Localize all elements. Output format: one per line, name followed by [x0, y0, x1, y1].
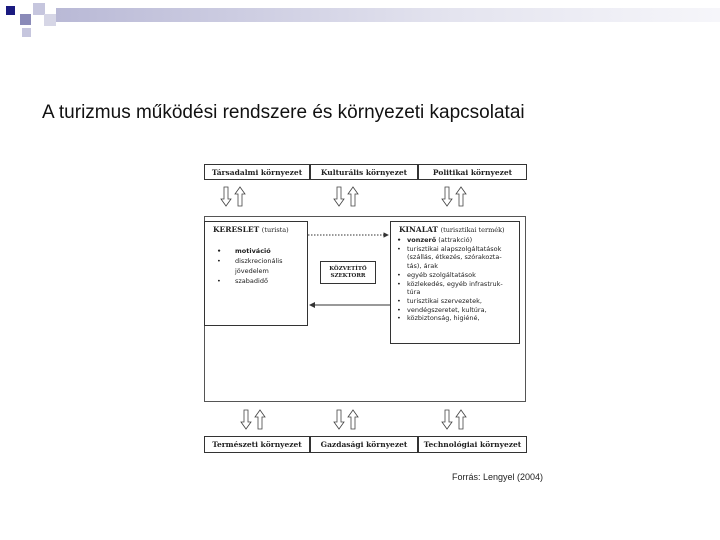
- kozvetito-szektor: KÖZVETÍTŐ SZEKTORR: [320, 261, 376, 284]
- kinalat-item-kozbiztonsag: • közbiztonság, higiéné,: [397, 314, 519, 323]
- env-gazdasagi: Gazdasági környezet: [310, 436, 418, 453]
- kereslet-item-szabadido: • szabadidő: [217, 276, 307, 286]
- kinalat-item-alapszolgaltatasok: • turisztikai alapszolgáltatások (szállás, étkezés, szórakozta- tás), árak: [397, 245, 519, 271]
- kereslet-item-jovedelem: • diszkrecionális jövedelem: [217, 256, 307, 276]
- kereslet-item-motivacio: • motiváció: [217, 246, 307, 256]
- diagram-arrows: [200, 160, 530, 460]
- env-technologiai: Technológiai környezet: [418, 436, 527, 453]
- arrow-up-termeszeti: [255, 410, 265, 429]
- source-note: Forrás: Lengyel (2004): [452, 472, 544, 482]
- kereslet-title: KERESLET: [213, 225, 260, 234]
- arrow-down-termeszeti: [241, 410, 251, 429]
- kinalat-title: KINALAT: [399, 225, 438, 234]
- arrow-down-technologiai: [442, 410, 452, 429]
- kereslet-subtitle: (turista): [261, 226, 289, 234]
- arrow-down-politikai: [442, 187, 452, 206]
- arrow-up-technologiai: [456, 410, 466, 429]
- kinalat-item-vonzero-rest: (attrakció): [436, 236, 473, 244]
- arrow-up-politikai: [456, 187, 466, 206]
- env-politikai: Politikai környezet: [418, 164, 527, 180]
- arrow-up-kulturalis: [348, 187, 358, 206]
- deco-square-5: [22, 28, 31, 37]
- arrow-down-gazdasagi: [334, 410, 344, 429]
- env-kulturalis: Kulturális környezet: [310, 164, 418, 180]
- kinalat-item-kozlekedes: • közlekedés, egyéb infrastruk- túra: [397, 280, 519, 297]
- deco-square-2: [20, 14, 31, 25]
- tourism-system-diagram: [200, 160, 530, 460]
- page-title: A turizmus működési rendszere és környezeti kapcsolatai: [42, 102, 525, 123]
- kinalat-subtitle: (turisztikai termék): [440, 226, 505, 234]
- kinalat-item-vendegszeretet: • vendégszeretet, kultúra,: [397, 306, 519, 315]
- header-decoration: [0, 0, 720, 42]
- arrow-up-gazdasagi: [348, 410, 358, 429]
- kinalat-item-vonzero-bold: vonzerő: [407, 236, 437, 244]
- deco-fade-bar: [56, 8, 720, 22]
- kinalat-item-egyeb-szolgaltatasok: • egyéb szolgáltatások: [397, 271, 519, 280]
- deco-square-4: [44, 14, 56, 26]
- env-tarsadalmi: Társadalmi környezet: [204, 164, 310, 180]
- deco-square-3: [33, 3, 45, 15]
- arrow-up-tarsadalmi: [235, 187, 245, 206]
- arrow-down-tarsadalmi: [221, 187, 231, 206]
- arrow-down-kulturalis: [334, 187, 344, 206]
- kinalat-item-szervezetek: • turisztikai szervezetek,: [397, 297, 519, 306]
- env-termeszeti: Természeti környezet: [204, 436, 310, 453]
- deco-square-1: [6, 6, 15, 15]
